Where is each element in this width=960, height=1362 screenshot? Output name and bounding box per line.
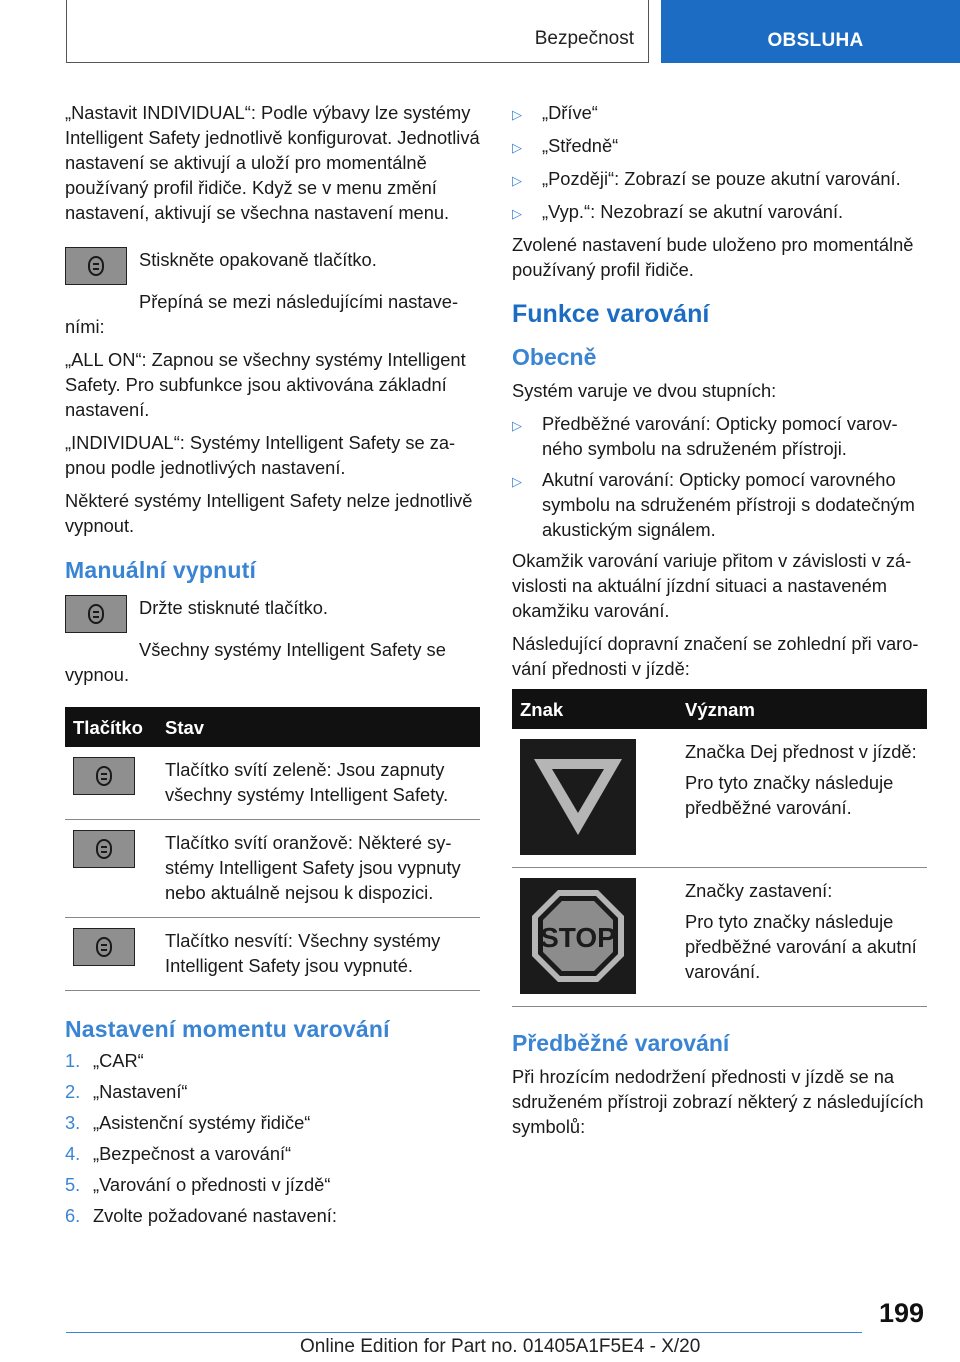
triangle-bullet-icon: ▷: [512, 107, 522, 122]
yield-sign-image: [520, 739, 636, 855]
sign-title: Značka Dej přednost v jízdě:: [685, 741, 917, 762]
general-heading: Obecně: [512, 344, 597, 370]
signs-intro-text: Následující dopravní značení se zohlední při varování přednosti v jízdě:: [512, 633, 919, 679]
sign-title: Značky zastavení:: [685, 880, 833, 901]
stop-sign-icon: [530, 888, 626, 984]
intro-paragraph: „Nastavit INDIVIDUAL“: Podle výbavy lze systémy Intelligent Safety jednotlivě konfigurovat. Jednotlivá nastavení se aktivují a uloží pro momentálně používaný profil řidiče. Když se v menu změní nastavení, aktivují se všechna nastavení menu.: [65, 102, 480, 223]
hold-button-row: [65, 593, 480, 633]
two-stages-text: Systém varuje ve dvou stupních:: [512, 380, 777, 401]
options-list: [512, 100, 927, 226]
car-icon: [88, 256, 104, 276]
car-icon: [88, 604, 104, 624]
press-repeat-text: Stiskněte opakovaně tlačítko.: [139, 249, 377, 270]
intelligent-safety-button-icon: [65, 247, 127, 285]
list-item: 4. „Bezpečnost a varování“: [65, 1143, 292, 1164]
some-systems-text: Některé systémy Intelligent Safety nelze jednotlivě vypnout.: [65, 490, 473, 536]
status-cell: Tlačítko svítí zeleně: Jsou zapnuty všechny systémy Intelligent Safety.: [157, 747, 480, 820]
car-icon: [96, 839, 112, 859]
status-cell: Tlačítko nesvítí: Všechny systémy Intelligent Safety jsou vypnuté.: [157, 918, 480, 991]
switch-between-text: Přepíná se mezi následujícími nastaveními:: [65, 291, 459, 337]
yield-sign-icon: [530, 755, 626, 839]
signs-table: [512, 689, 927, 1007]
list-item: ▷ „Dříve“: [512, 100, 927, 127]
button-off-icon: [73, 928, 135, 966]
table-row: [512, 868, 927, 1007]
list-item: 1. „CAR“: [65, 1050, 144, 1071]
sign-desc: Pro tyto značky následuje předběžné varování a akutní varování.: [685, 911, 917, 982]
svg-text:STOP: STOP: [540, 922, 616, 953]
all-on-text: „ALL ON“: Zapnou se všechny systémy Intelligent Safety. Pro subfunkce jsou aktivována základní nastavení.: [65, 349, 466, 420]
list-item: 6. Zvolte požadované nastavení:: [65, 1205, 337, 1226]
warning-function-heading: Funkce varování: [512, 300, 710, 328]
triangle-bullet-icon: ▷: [512, 474, 522, 489]
list-item: ▷ Akutní varování: Opticky pomocí varovného symbolu na sdruženém přístroji s dodatečným akustickým signálem.: [512, 469, 915, 540]
footer-divider: [66, 1332, 862, 1333]
list-item: ▷ Předběžné varování: Opticky pomocí varovného symbolu na sdruženém přístroji.: [512, 413, 898, 459]
table-header-sign: Znak: [512, 689, 677, 729]
intelligent-safety-button-icon: [65, 595, 127, 633]
list-item: 5. „Varování o přednosti v jízdě“: [65, 1174, 331, 1195]
moment-text: Okamžik varování variuje přitom v závislosti v závislosti na aktuální jízdní situaci a nastaveném okamžiku varování.: [512, 550, 912, 621]
triangle-bullet-icon: ▷: [512, 418, 522, 433]
table-row: [65, 747, 480, 820]
press-repeat-row: [65, 245, 480, 285]
status-cell: Tlačítko svítí oranžově: Některé systémy Intelligent Safety jsou vypnuty nebo aktuálně nejsou k dispozici.: [157, 820, 480, 918]
warning-timing-heading: Nastavení momentu varování: [65, 1016, 390, 1042]
page-number: 199: [878, 1298, 924, 1328]
stages-list: [512, 411, 927, 542]
table-header-button: Tlačítko: [65, 707, 157, 747]
section-title: Bezpečnost: [534, 28, 634, 49]
button-status-table: [65, 707, 480, 991]
list-item: 2. „Nastavení“: [65, 1081, 188, 1102]
list-item: ▷ „Vyp.“: Nezobrazí se akutní varování.: [512, 199, 927, 226]
list-item: ▷ „Středně“: [512, 133, 927, 160]
triangle-bullet-icon: ▷: [512, 140, 522, 155]
list-item: ▷ „Později“: Zobrazí se pouze akutní varování.: [512, 166, 927, 193]
car-icon: [96, 766, 112, 786]
table-header-status: Stav: [157, 707, 480, 747]
pre-warning-heading: Předběžné varování: [512, 1030, 730, 1056]
stop-sign-image: [520, 878, 636, 994]
pre-warning-text: Při hrozícím nedodržení přednosti v jízdě se na sdruženém přístroji zobrazí některý z následujících symbolů:: [512, 1066, 924, 1137]
triangle-bullet-icon: ▷: [512, 206, 522, 221]
hold-button-text: Držte stisknuté tlačítko.: [139, 597, 328, 618]
edition-footer: Online Edition for Part no. 01405A1F5E4 - X/20: [300, 1336, 701, 1357]
all-off-text: Všechny systémy Intelligent Safety se vypnou.: [65, 639, 446, 685]
individual-text: „INDIVIDUAL“: Systémy Intelligent Safety se zapnou podle jednotlivých nastavení.: [65, 432, 456, 478]
list-item: 3. „Asistenční systémy řidiče“: [65, 1112, 311, 1133]
steps-list: [65, 1048, 480, 1228]
triangle-bullet-icon: ▷: [512, 173, 522, 188]
button-orange-icon: [73, 830, 135, 868]
saved-text: Zvolené nastavení bude uloženo pro momentálně používaný profil řidiče.: [512, 234, 914, 280]
chapter-label: OBSLUHA: [767, 30, 864, 51]
table-row: [65, 918, 480, 991]
sign-desc: Pro tyto značky následuje předběžné varování.: [685, 772, 894, 818]
table-row: [512, 729, 927, 868]
right-column: [512, 100, 927, 1147]
left-column: [65, 100, 480, 1234]
manual-off-heading: Manuální vypnutí: [65, 557, 257, 583]
table-row: [65, 820, 480, 918]
table-header-meaning: Význam: [677, 689, 927, 729]
chapter-tab: [661, 0, 960, 63]
car-icon: [96, 937, 112, 957]
button-green-icon: [73, 757, 135, 795]
